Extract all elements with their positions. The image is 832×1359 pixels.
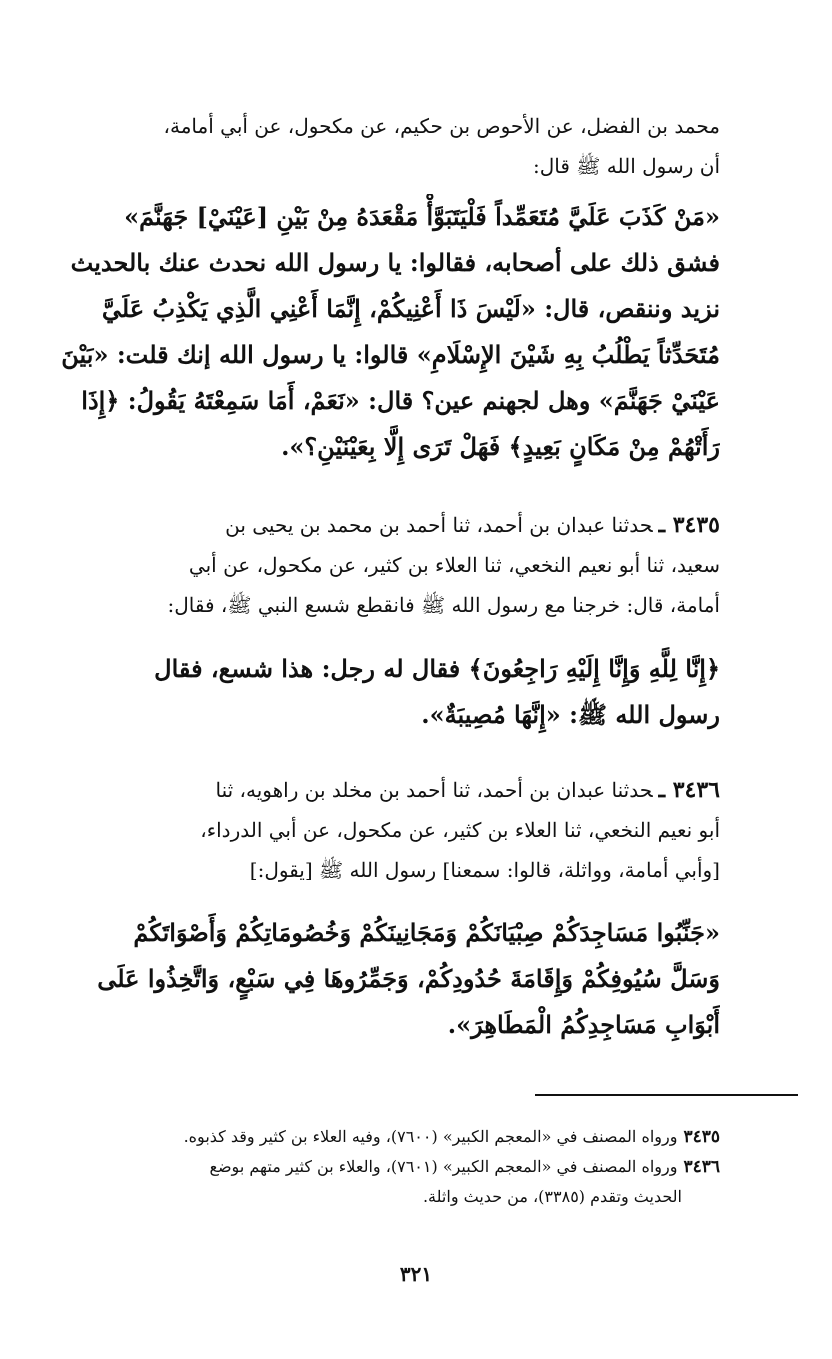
footnote-separator (535, 1094, 798, 1096)
text-line-content: حدثنا عبدان بن أحمد، ثنا أحمد بن محمد بن يحيى بن (225, 513, 653, 537)
text-line: وَسَلَّ سُيُوفِكُمْ وَإِقَامَةَ حُدُودِكُمْ، وَجَمِّرُوهَا فِي سَبْعٍ، وَاتَّخِذُوا عَلَى (97, 964, 720, 993)
text-line: أبو نعيم النخعي، ثنا العلاء بن كثير، عن مكحول، عن أبي الدرداء، (200, 818, 720, 842)
text-line: محمد بن الفضل، عن الأحوص بن حكيم، عن مكحول، عن أبي أمامة، (163, 114, 720, 138)
footnotes (30, 1122, 720, 1212)
hadith-3436-matn (30, 910, 720, 1048)
footnote-text: ورواه المصنف في «المعجم الكبير» (٧٦٠١)، والعلاء بن كثير متهم بوضع (209, 1157, 678, 1176)
text-line: «مَنْ كَذَبَ عَلَيَّ مُتَعَمِّداً فَلْيَتَبَوَّأْ مَقْعَدَهُ مِنْ بَيْنِ [عَيْنَيْ] جَهَنَّمَ» (124, 202, 720, 231)
text-line (30, 505, 720, 545)
footnote-text: ورواه المصنف في «المعجم الكبير» (٧٦٠٠)، وفيه العلاء بن كثير وقد كذبوه. (183, 1127, 678, 1146)
text-line: رَأَتْهُمْ مِنْ مَكَانٍ بَعِيدٍ﴾ فَهَلْ تَرَى إِلَّا بِعَيْنَيْنِ؟». (281, 432, 720, 461)
text-line: أن رسول الله ﷺ قال: (532, 154, 720, 178)
hadith-number: ٣٤٣٦ ـ (658, 777, 720, 803)
footnote-3435 (30, 1122, 720, 1152)
footnote-text: الحديث وتقدم (٣٣٨٥)، من حديث واثلة. (422, 1187, 682, 1206)
text-line: [وأبي أمامة، وواثلة، قالوا: سمعنا] رسول الله ﷺ [يقول:] (249, 858, 720, 882)
text-line: فشق ذلك على أصحابه، فقالوا: يا رسول الله نحدث عنك بالحديث (70, 248, 720, 277)
footnote-number: ٣٤٣٥ (683, 1127, 720, 1147)
text-line (30, 1122, 720, 1152)
text-line: أمامة، قال: خرجنا مع رسول الله ﷺ فانقطع شسع النبي ﷺ، فقال: (167, 593, 720, 617)
paragraph-isnad-continuation (30, 106, 720, 186)
footnote-3436 (30, 1152, 720, 1212)
text-line-content: حدثنا عبدان بن أحمد، ثنا أحمد بن مخلد بن راهويه، ثنا (215, 778, 653, 802)
text-line: نزيد وننقص، قال: «لَيْسَ ذَا أَعْنِيكُمْ، إِنَّمَا أَعْنِي الَّذِي يَكْذِبُ عَلَيَّ (101, 294, 720, 323)
hadith-3435-isnad (30, 505, 720, 625)
footnote-number: ٣٤٣٦ (683, 1157, 720, 1177)
text-line: أَبْوَابِ مَسَاجِدِكُمُ الْمَطَاهِرَ». (447, 1010, 720, 1039)
text-line (30, 1152, 720, 1182)
text-line: رسول الله ﷺ: «إِنَّهَا مُصِيبَةٌ». (421, 700, 720, 729)
text-line: سعيد، ثنا أبو نعيم النخعي، ثنا العلاء بن كثير، عن مكحول، عن أبي (188, 553, 720, 577)
text-line: مُتَحَدِّثاً يَطْلُبُ بِهِ شَيْنَ الإِسْلَامِ» قالوا: يا رسول الله إنك قلت: «بَيْنَ (61, 340, 720, 369)
text-line: «جَنِّبُوا مَسَاجِدَكُمْ صِبْيَانَكُمْ وَمَجَانِينَكُمْ وَخُصُومَاتِكُمْ وَأَصْوَاتَكُمْ (133, 918, 720, 947)
hadith-number: ٣٤٣٥ ـ (658, 512, 720, 538)
text-line: عَيْنَيْ جَهَنَّمَ» وهل لجهنم عين؟ قال: «نَعَمْ، أَمَا سَمِعْتَهُ يَقُولُ: ﴿إِذَا (81, 386, 720, 415)
text-line: ﴿إِنَّا لِلَّهِ وَإِنَّا إِلَيْهِ رَاجِعُونَ﴾ فقال له رجل: هذا شسع، فقال (154, 654, 720, 683)
hadith-3435-matn (30, 646, 720, 738)
page-number: ٣٢١ (399, 1262, 433, 1286)
hadith-3436-isnad (30, 770, 720, 890)
text-line (30, 770, 720, 810)
hadith-text-block (30, 194, 720, 470)
